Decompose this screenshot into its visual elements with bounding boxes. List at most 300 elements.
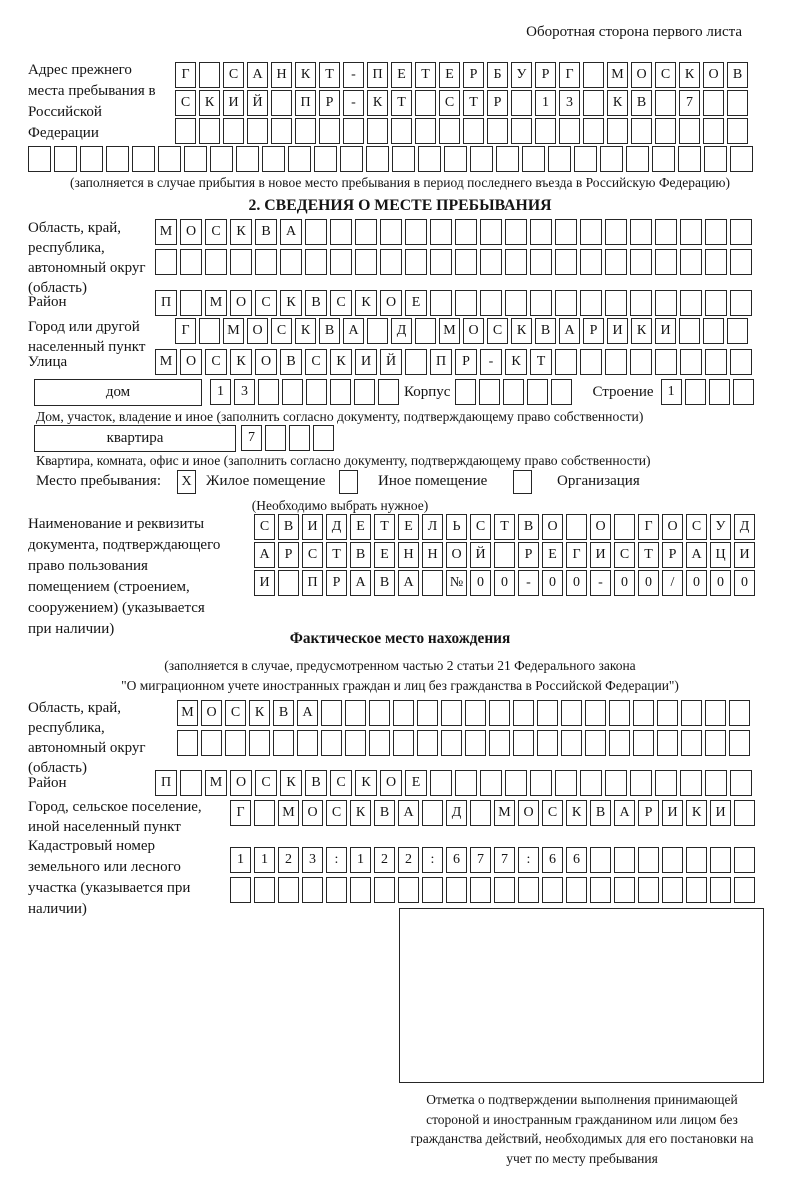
char-cell[interactable]: М bbox=[439, 318, 460, 344]
char-cell[interactable]: К bbox=[295, 62, 316, 88]
char-cell[interactable] bbox=[205, 249, 227, 275]
char-cell[interactable] bbox=[548, 146, 571, 172]
char-cell[interactable] bbox=[430, 770, 452, 796]
char-cell[interactable] bbox=[418, 146, 441, 172]
char-cell[interactable]: Т bbox=[415, 62, 436, 88]
char-cell[interactable]: С bbox=[686, 514, 707, 540]
char-cell[interactable] bbox=[679, 118, 700, 144]
char-cell[interactable] bbox=[489, 730, 510, 756]
char-cell[interactable] bbox=[734, 877, 755, 903]
char-cell[interactable]: М bbox=[205, 290, 227, 316]
char-cell[interactable]: : bbox=[518, 847, 539, 873]
char-cell[interactable]: Р bbox=[662, 542, 683, 568]
char-cell[interactable] bbox=[28, 146, 51, 172]
char-cell[interactable]: Г bbox=[638, 514, 659, 540]
char-cell[interactable]: Г bbox=[559, 62, 580, 88]
char-cell[interactable] bbox=[609, 700, 630, 726]
char-cell[interactable]: П bbox=[302, 570, 323, 596]
char-cell[interactable]: О bbox=[302, 800, 323, 826]
char-cell[interactable] bbox=[609, 730, 630, 756]
char-cell[interactable]: К bbox=[280, 770, 302, 796]
char-cell[interactable]: 2 bbox=[278, 847, 299, 873]
char-cell[interactable]: Р bbox=[535, 62, 556, 88]
char-cell[interactable]: С bbox=[205, 219, 227, 245]
char-cell[interactable] bbox=[417, 730, 438, 756]
char-cell[interactable] bbox=[655, 349, 677, 375]
char-cell[interactable]: В bbox=[305, 290, 327, 316]
char-cell[interactable] bbox=[430, 249, 452, 275]
char-cell[interactable] bbox=[614, 847, 635, 873]
char-cell[interactable] bbox=[369, 730, 390, 756]
char-cell[interactable]: К bbox=[631, 318, 652, 344]
char-cell[interactable]: М bbox=[278, 800, 299, 826]
char-cell[interactable] bbox=[295, 118, 316, 144]
char-cell[interactable] bbox=[319, 118, 340, 144]
char-cell[interactable] bbox=[513, 700, 534, 726]
char-cell[interactable] bbox=[430, 219, 452, 245]
char-cell[interactable]: Р bbox=[326, 570, 347, 596]
char-cell[interactable]: М bbox=[155, 219, 177, 245]
char-cell[interactable] bbox=[236, 146, 259, 172]
char-cell[interactable] bbox=[282, 379, 303, 405]
char-cell[interactable]: 0 bbox=[566, 570, 587, 596]
char-cell[interactable]: 3 bbox=[559, 90, 580, 116]
char-cell[interactable]: О bbox=[446, 542, 467, 568]
char-cell[interactable] bbox=[305, 249, 327, 275]
char-cell[interactable]: 1 bbox=[350, 847, 371, 873]
char-cell[interactable] bbox=[686, 877, 707, 903]
char-cell[interactable]: М bbox=[494, 800, 515, 826]
char-cell[interactable] bbox=[730, 770, 752, 796]
char-cell[interactable]: - bbox=[518, 570, 539, 596]
char-cell[interactable] bbox=[555, 290, 577, 316]
char-cell[interactable]: М bbox=[155, 349, 177, 375]
char-cell[interactable] bbox=[705, 349, 727, 375]
char-cell[interactable]: Е bbox=[405, 290, 427, 316]
char-cell[interactable]: И bbox=[662, 800, 683, 826]
char-cell[interactable]: К bbox=[355, 290, 377, 316]
char-cell[interactable]: Г bbox=[175, 62, 196, 88]
char-cell[interactable]: П bbox=[430, 349, 452, 375]
char-cell[interactable] bbox=[705, 730, 726, 756]
char-cell[interactable] bbox=[730, 349, 752, 375]
char-cell[interactable]: Й bbox=[247, 90, 268, 116]
char-cell[interactable]: Н bbox=[422, 542, 443, 568]
char-cell[interactable] bbox=[729, 700, 750, 726]
char-cell[interactable] bbox=[535, 118, 556, 144]
char-cell[interactable]: 3 bbox=[302, 847, 323, 873]
char-cell[interactable] bbox=[505, 290, 527, 316]
char-cell[interactable] bbox=[655, 219, 677, 245]
char-cell[interactable] bbox=[405, 349, 427, 375]
char-cell[interactable]: - bbox=[343, 90, 364, 116]
char-cell[interactable] bbox=[638, 877, 659, 903]
char-cell[interactable] bbox=[585, 730, 606, 756]
char-cell[interactable]: 0 bbox=[734, 570, 755, 596]
char-cell[interactable]: Т bbox=[494, 514, 515, 540]
char-cell[interactable] bbox=[630, 770, 652, 796]
char-cell[interactable]: Т bbox=[326, 542, 347, 568]
char-cell[interactable] bbox=[705, 290, 727, 316]
char-cell[interactable]: Р bbox=[463, 62, 484, 88]
char-cell[interactable]: 7 bbox=[679, 90, 700, 116]
char-cell[interactable] bbox=[680, 249, 702, 275]
char-cell[interactable]: В bbox=[631, 90, 652, 116]
char-cell[interactable]: - bbox=[480, 349, 502, 375]
char-cell[interactable]: А bbox=[247, 62, 268, 88]
char-cell[interactable]: К bbox=[679, 62, 700, 88]
char-cell[interactable] bbox=[580, 290, 602, 316]
char-cell[interactable]: И bbox=[355, 349, 377, 375]
char-cell[interactable]: 0 bbox=[686, 570, 707, 596]
char-cell[interactable]: К bbox=[330, 349, 352, 375]
char-cell[interactable] bbox=[685, 379, 706, 405]
char-cell[interactable] bbox=[367, 118, 388, 144]
char-cell[interactable]: В bbox=[518, 514, 539, 540]
char-cell[interactable] bbox=[580, 249, 602, 275]
char-cell[interactable]: О bbox=[631, 62, 652, 88]
char-cell[interactable]: Л bbox=[422, 514, 443, 540]
char-cell[interactable] bbox=[655, 290, 677, 316]
char-cell[interactable] bbox=[465, 730, 486, 756]
char-cell[interactable]: К bbox=[355, 770, 377, 796]
char-cell[interactable]: А bbox=[343, 318, 364, 344]
char-cell[interactable] bbox=[494, 877, 515, 903]
char-cell[interactable]: С bbox=[305, 349, 327, 375]
char-cell[interactable]: Г bbox=[230, 800, 251, 826]
char-cell[interactable]: М bbox=[177, 700, 198, 726]
char-cell[interactable]: В bbox=[278, 514, 299, 540]
char-cell[interactable] bbox=[463, 118, 484, 144]
char-cell[interactable]: С bbox=[271, 318, 292, 344]
char-cell[interactable] bbox=[583, 62, 604, 88]
char-cell[interactable]: И bbox=[607, 318, 628, 344]
char-cell[interactable]: Й bbox=[470, 542, 491, 568]
char-cell[interactable]: 0 bbox=[542, 570, 563, 596]
char-cell[interactable]: П bbox=[155, 770, 177, 796]
char-cell[interactable]: И bbox=[710, 800, 731, 826]
char-cell[interactable] bbox=[223, 118, 244, 144]
char-cell[interactable] bbox=[511, 90, 532, 116]
char-cell[interactable] bbox=[566, 877, 587, 903]
char-cell[interactable] bbox=[626, 146, 649, 172]
char-cell[interactable]: О bbox=[201, 700, 222, 726]
char-cell[interactable] bbox=[580, 770, 602, 796]
char-cell[interactable] bbox=[465, 700, 486, 726]
char-cell[interactable]: 3 bbox=[234, 379, 255, 405]
char-cell[interactable]: О bbox=[180, 219, 202, 245]
char-cell[interactable]: С bbox=[254, 514, 275, 540]
char-cell[interactable] bbox=[278, 877, 299, 903]
char-cell[interactable] bbox=[378, 379, 399, 405]
char-cell[interactable]: 7 bbox=[470, 847, 491, 873]
char-cell[interactable]: О bbox=[230, 770, 252, 796]
checkbox-residential[interactable]: X bbox=[177, 470, 196, 494]
char-cell[interactable] bbox=[302, 877, 323, 903]
char-cell[interactable] bbox=[262, 146, 285, 172]
char-cell[interactable] bbox=[662, 847, 683, 873]
char-cell[interactable]: Ц bbox=[710, 542, 731, 568]
char-cell[interactable] bbox=[479, 379, 500, 405]
char-cell[interactable]: Т bbox=[319, 62, 340, 88]
char-cell[interactable] bbox=[630, 249, 652, 275]
char-cell[interactable] bbox=[555, 770, 577, 796]
char-cell[interactable]: Е bbox=[398, 514, 419, 540]
char-cell[interactable] bbox=[184, 146, 207, 172]
char-cell[interactable] bbox=[415, 318, 436, 344]
char-cell[interactable] bbox=[455, 290, 477, 316]
char-cell[interactable] bbox=[455, 249, 477, 275]
char-cell[interactable]: Р bbox=[319, 90, 340, 116]
char-cell[interactable]: О bbox=[255, 349, 277, 375]
char-cell[interactable] bbox=[494, 542, 515, 568]
char-cell[interactable] bbox=[444, 146, 467, 172]
char-cell[interactable] bbox=[393, 700, 414, 726]
char-cell[interactable] bbox=[470, 800, 491, 826]
char-cell[interactable]: В bbox=[273, 700, 294, 726]
char-cell[interactable]: О bbox=[380, 290, 402, 316]
char-cell[interactable]: Н bbox=[398, 542, 419, 568]
char-cell[interactable] bbox=[551, 379, 572, 405]
char-cell[interactable]: П bbox=[295, 90, 316, 116]
char-cell[interactable]: С bbox=[487, 318, 508, 344]
char-cell[interactable]: В bbox=[374, 800, 395, 826]
char-cell[interactable] bbox=[496, 146, 519, 172]
char-cell[interactable] bbox=[686, 847, 707, 873]
char-cell[interactable] bbox=[439, 118, 460, 144]
char-cell[interactable]: С bbox=[330, 290, 352, 316]
char-cell[interactable] bbox=[271, 90, 292, 116]
char-cell[interactable]: У bbox=[710, 514, 731, 540]
char-cell[interactable] bbox=[734, 800, 755, 826]
char-cell[interactable]: 0 bbox=[638, 570, 659, 596]
char-cell[interactable] bbox=[273, 730, 294, 756]
checkbox-other-premises[interactable] bbox=[339, 470, 358, 494]
char-cell[interactable] bbox=[680, 349, 702, 375]
char-cell[interactable] bbox=[530, 290, 552, 316]
char-cell[interactable]: А bbox=[398, 570, 419, 596]
char-cell[interactable] bbox=[607, 118, 628, 144]
char-cell[interactable] bbox=[355, 219, 377, 245]
char-cell[interactable] bbox=[505, 219, 527, 245]
char-cell[interactable] bbox=[470, 146, 493, 172]
char-cell[interactable] bbox=[230, 249, 252, 275]
char-cell[interactable] bbox=[314, 146, 337, 172]
char-cell[interactable] bbox=[662, 877, 683, 903]
char-cell[interactable]: С bbox=[470, 514, 491, 540]
char-cell[interactable]: В bbox=[374, 570, 395, 596]
char-cell[interactable] bbox=[657, 700, 678, 726]
char-cell[interactable]: К bbox=[607, 90, 628, 116]
char-cell[interactable]: И bbox=[223, 90, 244, 116]
char-cell[interactable] bbox=[727, 118, 748, 144]
char-cell[interactable] bbox=[729, 730, 750, 756]
char-cell[interactable] bbox=[605, 290, 627, 316]
char-cell[interactable]: Б bbox=[487, 62, 508, 88]
char-cell[interactable]: 2 bbox=[398, 847, 419, 873]
char-cell[interactable]: С bbox=[542, 800, 563, 826]
char-cell[interactable] bbox=[680, 219, 702, 245]
char-cell[interactable] bbox=[278, 570, 299, 596]
char-cell[interactable] bbox=[710, 877, 731, 903]
char-cell[interactable]: С bbox=[255, 770, 277, 796]
char-cell[interactable]: : bbox=[422, 847, 443, 873]
char-cell[interactable] bbox=[605, 349, 627, 375]
char-cell[interactable] bbox=[681, 700, 702, 726]
char-cell[interactable]: С bbox=[223, 62, 244, 88]
char-cell[interactable]: Е bbox=[405, 770, 427, 796]
char-cell[interactable] bbox=[265, 425, 286, 451]
char-cell[interactable] bbox=[355, 249, 377, 275]
char-cell[interactable] bbox=[730, 249, 752, 275]
char-cell[interactable] bbox=[574, 146, 597, 172]
char-cell[interactable] bbox=[530, 770, 552, 796]
char-cell[interactable]: Н bbox=[271, 62, 292, 88]
char-cell[interactable] bbox=[559, 118, 580, 144]
char-cell[interactable]: С bbox=[330, 770, 352, 796]
char-cell[interactable] bbox=[704, 146, 727, 172]
char-cell[interactable] bbox=[583, 118, 604, 144]
char-cell[interactable] bbox=[180, 770, 202, 796]
char-cell[interactable]: И bbox=[655, 318, 676, 344]
char-cell[interactable] bbox=[280, 249, 302, 275]
char-cell[interactable] bbox=[210, 146, 233, 172]
char-cell[interactable] bbox=[730, 290, 752, 316]
char-cell[interactable]: 1 bbox=[210, 379, 231, 405]
char-cell[interactable]: Р bbox=[487, 90, 508, 116]
char-cell[interactable]: В bbox=[319, 318, 340, 344]
char-cell[interactable]: Р bbox=[638, 800, 659, 826]
checkbox-organization[interactable] bbox=[513, 470, 532, 494]
char-cell[interactable]: - bbox=[343, 62, 364, 88]
char-cell[interactable]: А bbox=[614, 800, 635, 826]
char-cell[interactable]: С bbox=[439, 90, 460, 116]
char-cell[interactable] bbox=[630, 219, 652, 245]
char-cell[interactable]: К bbox=[350, 800, 371, 826]
char-cell[interactable]: Й bbox=[380, 349, 402, 375]
char-cell[interactable] bbox=[254, 800, 275, 826]
char-cell[interactable] bbox=[480, 290, 502, 316]
char-cell[interactable] bbox=[522, 146, 545, 172]
char-cell[interactable] bbox=[446, 877, 467, 903]
char-cell[interactable]: Ь bbox=[446, 514, 467, 540]
char-cell[interactable] bbox=[727, 318, 748, 344]
char-cell[interactable] bbox=[703, 118, 724, 144]
char-cell[interactable]: О bbox=[463, 318, 484, 344]
char-cell[interactable] bbox=[455, 219, 477, 245]
char-cell[interactable] bbox=[405, 219, 427, 245]
char-cell[interactable] bbox=[271, 118, 292, 144]
char-cell[interactable]: Г bbox=[175, 318, 196, 344]
char-cell[interactable] bbox=[678, 146, 701, 172]
char-cell[interactable] bbox=[605, 249, 627, 275]
char-cell[interactable] bbox=[705, 770, 727, 796]
char-cell[interactable]: Р bbox=[583, 318, 604, 344]
char-cell[interactable]: С bbox=[655, 62, 676, 88]
char-cell[interactable]: 6 bbox=[446, 847, 467, 873]
char-cell[interactable]: П bbox=[367, 62, 388, 88]
char-cell[interactable] bbox=[730, 219, 752, 245]
char-cell[interactable]: 0 bbox=[614, 570, 635, 596]
char-cell[interactable] bbox=[306, 379, 327, 405]
char-cell[interactable]: С bbox=[614, 542, 635, 568]
char-cell[interactable]: К bbox=[230, 219, 252, 245]
char-cell[interactable] bbox=[727, 90, 748, 116]
char-cell[interactable] bbox=[655, 249, 677, 275]
char-cell[interactable]: Е bbox=[374, 542, 395, 568]
char-cell[interactable] bbox=[555, 349, 577, 375]
char-cell[interactable] bbox=[175, 118, 196, 144]
char-cell[interactable] bbox=[705, 700, 726, 726]
char-cell[interactable] bbox=[503, 379, 524, 405]
char-cell[interactable]: : bbox=[326, 847, 347, 873]
char-cell[interactable] bbox=[703, 318, 724, 344]
char-cell[interactable] bbox=[180, 290, 202, 316]
char-cell[interactable] bbox=[590, 877, 611, 903]
char-cell[interactable]: К bbox=[199, 90, 220, 116]
char-cell[interactable] bbox=[489, 700, 510, 726]
char-cell[interactable]: И bbox=[254, 570, 275, 596]
char-cell[interactable] bbox=[441, 700, 462, 726]
char-cell[interactable]: И bbox=[734, 542, 755, 568]
char-cell[interactable] bbox=[180, 249, 202, 275]
char-cell[interactable]: П bbox=[155, 290, 177, 316]
char-cell[interactable]: О bbox=[230, 290, 252, 316]
char-cell[interactable]: С bbox=[205, 349, 227, 375]
char-cell[interactable] bbox=[542, 877, 563, 903]
char-cell[interactable]: О bbox=[180, 349, 202, 375]
char-cell[interactable]: 1 bbox=[230, 847, 251, 873]
char-cell[interactable] bbox=[580, 349, 602, 375]
char-cell[interactable] bbox=[345, 730, 366, 756]
char-cell[interactable]: Т bbox=[463, 90, 484, 116]
char-cell[interactable] bbox=[537, 700, 558, 726]
char-cell[interactable]: А bbox=[686, 542, 707, 568]
char-cell[interactable] bbox=[561, 730, 582, 756]
char-cell[interactable] bbox=[340, 146, 363, 172]
char-cell[interactable]: В bbox=[590, 800, 611, 826]
char-cell[interactable] bbox=[330, 249, 352, 275]
char-cell[interactable]: О bbox=[703, 62, 724, 88]
char-cell[interactable]: А bbox=[398, 800, 419, 826]
char-cell[interactable]: В bbox=[305, 770, 327, 796]
char-cell[interactable] bbox=[422, 800, 443, 826]
char-cell[interactable]: А bbox=[350, 570, 371, 596]
char-cell[interactable] bbox=[393, 730, 414, 756]
char-cell[interactable] bbox=[505, 770, 527, 796]
char-cell[interactable]: В bbox=[255, 219, 277, 245]
char-cell[interactable]: Р bbox=[455, 349, 477, 375]
char-cell[interactable]: О bbox=[542, 514, 563, 540]
char-cell[interactable] bbox=[247, 118, 268, 144]
char-cell[interactable] bbox=[258, 379, 279, 405]
char-cell[interactable] bbox=[417, 700, 438, 726]
char-cell[interactable] bbox=[680, 290, 702, 316]
char-cell[interactable] bbox=[705, 219, 727, 245]
char-cell[interactable] bbox=[367, 318, 388, 344]
char-cell[interactable] bbox=[585, 700, 606, 726]
char-cell[interactable]: К bbox=[295, 318, 316, 344]
char-cell[interactable]: 7 bbox=[241, 425, 262, 451]
char-cell[interactable]: К bbox=[686, 800, 707, 826]
char-cell[interactable]: А bbox=[297, 700, 318, 726]
char-cell[interactable] bbox=[511, 118, 532, 144]
char-cell[interactable]: К bbox=[249, 700, 270, 726]
char-cell[interactable] bbox=[380, 219, 402, 245]
char-cell[interactable] bbox=[422, 570, 443, 596]
char-cell[interactable] bbox=[288, 146, 311, 172]
char-cell[interactable]: М bbox=[607, 62, 628, 88]
